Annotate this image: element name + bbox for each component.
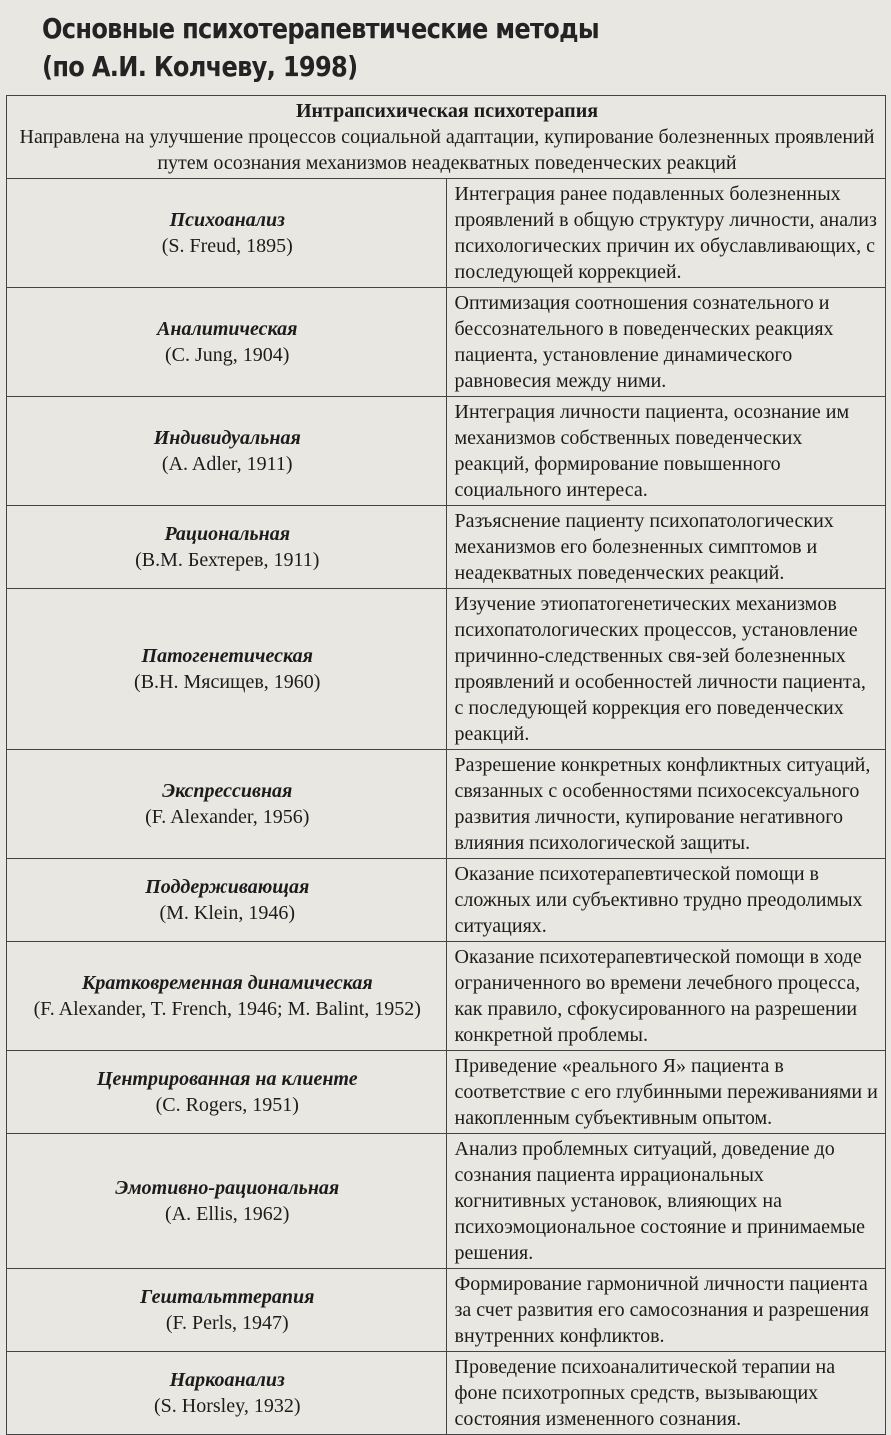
method-author: (В.М. Бехтерев, 1911)	[135, 549, 320, 571]
section-header-row	[7, 96, 886, 179]
method-cell	[7, 179, 447, 288]
title-line-1: Основные психотерапевтические методы	[42, 12, 599, 45]
method-cell	[7, 1134, 447, 1269]
method-author: (F. Alexander, 1956)	[145, 806, 310, 828]
table-row	[7, 506, 886, 589]
table-row	[7, 1269, 886, 1352]
method-cell	[7, 1269, 447, 1352]
method-author: (C. Jung, 1904)	[165, 344, 290, 366]
methods-table	[6, 95, 886, 1435]
method-name: Аналитическая	[157, 318, 298, 340]
section-description: Направлена на улучшение процессов социальной адаптации, купирование болезненных проявлений путем осознания механизмов неадекватных поведенческих реакций	[19, 126, 875, 174]
method-cell	[7, 288, 447, 397]
method-author: (F. Alexander, T. French, 1946; M. Balint, 1952)	[33, 998, 421, 1020]
method-description: Интеграция личности пациента, осознание им механизмов собственных поведенческих реакций, формирование повышенного социального интереса.	[446, 397, 886, 506]
table-row	[7, 1352, 886, 1435]
method-description: Разъяснение пациенту психопатологических механизмов его болезненных симптомов и неадекватных поведенческих реакций.	[446, 506, 886, 589]
method-description: Оптимизация соотношения сознательного и бессознательного в поведенческих реакциях пациента, установление динамического равновесия между ними.	[446, 288, 886, 397]
method-cell	[7, 589, 447, 750]
method-name: Патогенетическая	[141, 645, 313, 667]
table-row	[7, 750, 886, 859]
method-author: (C. Rogers, 1951)	[155, 1094, 299, 1116]
method-name: Кратковременная динамическая	[81, 972, 373, 994]
table-row	[7, 859, 886, 942]
method-cell	[7, 1352, 447, 1435]
table-row	[7, 589, 886, 750]
method-name: Эмотивно-рациональная	[115, 1177, 340, 1199]
method-name: Экспрессивная	[162, 780, 293, 802]
method-author: (F. Perls, 1947)	[165, 1312, 289, 1334]
method-description: Проведение психоаналитической терапии на фоне психотропных средств, вызывающих состояния измененного сознания.	[446, 1352, 886, 1435]
method-description: Разрешение конкретных конфликтных ситуаций, связанных с особенностями психосексуального развития личности, купирование негативного влияния психологической защиты.	[446, 750, 886, 859]
method-author: (A. Ellis, 1962)	[165, 1203, 290, 1225]
method-description: Приведение «реального Я» пациента в соответствие с его глубинными переживаниями и накопленным субъективным опытом.	[446, 1051, 886, 1134]
method-cell	[7, 1051, 447, 1134]
table-row	[7, 1051, 886, 1134]
method-description: Оказание психотерапевтической помощи в сложных или субъективно трудно преодолимых ситуациях.	[446, 859, 886, 942]
method-name: Психоанализ	[169, 209, 285, 231]
method-cell	[7, 750, 447, 859]
table-row	[7, 397, 886, 506]
method-cell	[7, 397, 447, 506]
method-description: Формирование гармоничной личности пациента за счет развития его самосознания и разрешения внутренних конфликтов.	[446, 1269, 886, 1352]
method-cell	[7, 942, 447, 1051]
method-description: Изучение этиопатогенетических механизмов психопатологических процессов, установление причинно-следственных свя-зей болезненных проявлений и особенностей личности пациента, с последующей коррекция его поведенческих реакций.	[446, 589, 886, 750]
method-author: (M. Klein, 1946)	[159, 902, 296, 924]
table-row	[7, 1134, 886, 1269]
method-cell	[7, 506, 447, 589]
method-author: (A. Adler, 1911)	[161, 453, 293, 475]
method-name: Рациональная	[164, 523, 291, 545]
table-row	[7, 288, 886, 397]
section-title: Интрапсихическая психотерапия	[295, 100, 599, 122]
table-row	[7, 942, 886, 1051]
method-author: (В.Н. Мясищев, 1960)	[134, 671, 321, 693]
method-name: Наркоанализ	[169, 1369, 285, 1391]
method-author: (S. Horsley, 1932)	[154, 1395, 301, 1417]
method-description: Оказание психотерапевтической помощи в ходе ограниченного во времени лечебного процесса, как правило, сфокусированного на разрешении конкретной проблемы.	[446, 942, 886, 1051]
page-title	[42, 10, 599, 86]
method-name: Гештальттерапия	[140, 1286, 315, 1308]
method-name: Центрированная на клиенте	[96, 1068, 358, 1090]
method-name: Поддерживающая	[145, 876, 310, 898]
method-description: Интеграция ранее подавленных болезненных проявлений в общую структуру личности, анализ психологических причин их обуславливающих, с последующей коррекцией.	[446, 179, 886, 288]
method-description: Анализ проблемных ситуаций, доведение до сознания пациента иррациональных когнитивных установок, влияющих на психоэмоциональное состояние и принимаемые решения.	[446, 1134, 886, 1269]
method-name: Индивидуальная	[153, 427, 301, 449]
title-line-2: (по А.И. Колчеву, 1998)	[42, 50, 358, 83]
method-author: (S. Freud, 1895)	[161, 235, 293, 257]
method-cell	[7, 859, 447, 942]
section-header-cell	[7, 96, 886, 179]
table-row	[7, 179, 886, 288]
